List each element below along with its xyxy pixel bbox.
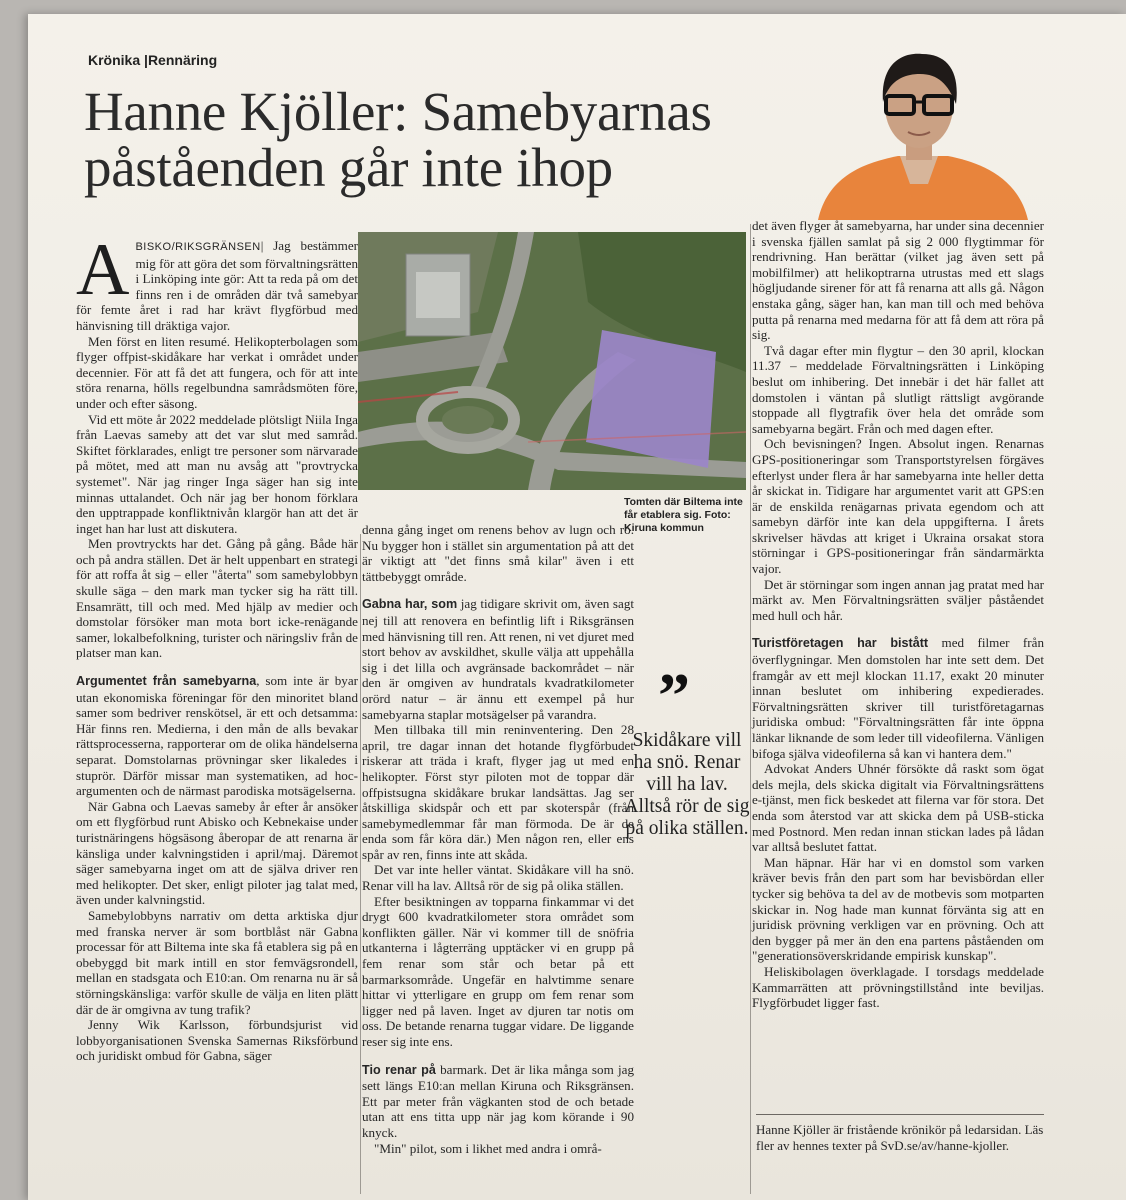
paragraph: Men först en liten resumé. Helikopterbolagen som flyger offpist-skidåkare har verkat i området under decennier. För att få det att fungera, och för att inte störa renarna, hölls regelbundna samrådsmöten före, under och efter säsong. <box>76 333 358 411</box>
section-lead: Tio renar på <box>362 1062 436 1077</box>
section-text: , som inte är byar utan ekonomiska föreningar för den minoritet bland samer som bedriver renskötsel, är ett och detsamma: Här finns ren. Medierna, i den mån de alls bevakar rättsprocesserna, rapporterar om de olika händelserna separat. Domstolarnas prövningar sker likaledes i stuprör. Därför missar man systematiken, ad hoc-argumenten och de närmast parodiska motsägelserna. <box>76 673 358 799</box>
section-text: jag tidigare skrivit om, även sagt nej till att renovera en befintlig lift i Riksgränsen med hänvisning till ren. Att renen, ni vet djuret med stort behov av avskildhet, skulle välja att uppehålla sig i det lilla och avgränsade backområdet – när den är omgiven av hundratals kvadratkilometer orörd natur – är ännu ett exempel på hur samebyarna staplar motsägelser på varandra. <box>362 596 635 722</box>
paragraph: Men tillbaka till min reninventering. Den 28 april, tre dagar innan det hotande flygförbudet riskerar att träda i kraft, flyger jag ut med en helikopter. Först styr piloten mot de toppar där offpistsugna skidåkare brukar landsättas. Jag ser åtskilliga skidspår och ett par skoterspår (från samebymedlemmar får man förmoda. De är de enda som får köra där.) Men någon ren, eller ens spår av ren, finns inte att skåda. <box>362 722 634 862</box>
paragraph: Man häpnar. Här har vi en domstol som varken kräver bevis från den part som har bevisbördan eller tycker sig behöva ta del av de motbevis som motparten skickar in. Nog hade man kunnat förvänta sig att en juridisk prövning verkligen var en prövning. Och att den bygger på mer än den ena partens påståenden om "generationsöverskridande empirisk kunskap". <box>752 854 1044 964</box>
pull-quote: Skidåkare vill ha snö. Renar vill ha lav. Alltså rör de sig på olika ställen. <box>624 730 750 839</box>
headline-line-1: Hanne Kjöller: Samebyarnas <box>84 81 712 142</box>
dateline: BISKO/RIKSGRÄNSEN <box>135 241 261 253</box>
paragraph: Advokat Anders Uhnér försökte då raskt som ögat dels mejla, dels skicka digitalt via Förvaltningsrättens e-tjänst, men fick beskedet att filerna var för stora. Det enda som återstod var att skicka dem på USB-sticka med Postnord. Men redan innan stickan lades på lådan var alltså beslutet fattat. <box>752 761 1044 855</box>
paragraph: När Gabna och Laevas sameby år efter år ansöker om ett flygförbud runt Abisko och Kebnekaise under turistnäringens högsäsong åberopar de att renarna är känsliga under kalvningstiden i april/maj. Däremot säger samebyarna inget om att de själva driver ren med helikopter. Det sker, enligt piloter jag talat med, även under kalvningstid. <box>76 798 358 908</box>
column-rule <box>750 224 751 1194</box>
bio-divider <box>756 1114 1044 1115</box>
paragraph: Det är störningar som ingen annan jag pratat med har märkt av. Men Förvaltningsrätten sväljer påståendet med hull och hår. <box>752 576 1044 623</box>
section-paragraph <box>752 635 1044 761</box>
section-paragraph <box>76 673 358 799</box>
section-lead: Turistföretagen har bistått <box>752 636 929 651</box>
paragraph: Två dagar efter min flygtur – den 30 april, klockan 11.37 – meddelade Förvaltningsrätten i Linköping beslut om inhibering. Det innebär i det här fallet att domstolen i väntan på slutligt rättsligt avgörande stoppade all flygtrafik över hela det område som samebyarna begärt. Från och med dagen efter. <box>752 342 1044 436</box>
paragraph: "Min" pilot, som i likhet med andra i områ- <box>374 1140 602 1156</box>
headline-line-2: påståenden går inte ihop <box>84 137 613 199</box>
section-lead: Gabna har, som <box>362 597 458 612</box>
aerial-photo <box>358 232 746 490</box>
intro-text: | Jag bestämmer mig för att göra det som förvaltningsrätten i Linköping inte gör: Att ta reda på om det finns ren i de områden där två samebyar för femte året i rad har krävt flygförbud med hänvisning till dräktiga vajor. <box>76 238 358 333</box>
section-text: med filmer från överflygningar. Men domstolen har inte sett dem. Det framgår av ett mejl klockan 11.17, exakt 20 minuter innan beslutet om inhibering expedierades. Förvaltningsrätten skriver till turistföretagarnas juridiska ombud: "Förvaltningsrätten får inte öppna länkar liknande de som leder till videofilerna. Vänligen bifoga själva videofilerna så kan vi hantera dem." <box>752 635 1044 761</box>
paragraph: Samebylobbyns narrativ om detta arktiska djur med franska nerver är som bortblåst när Gabna processar för att Biltema inte ska få etablera sig på en obebyggd bit mark intill en stor femvägsrondell, mellan en stadsgata och E10:an. Om renarna nu är så störningskänsliga: varför skulle de välja en liten plätt där de är omgivna av tung trafik? <box>76 907 358 1017</box>
topic-label: Rennäring <box>147 52 218 68</box>
headline <box>84 81 804 199</box>
paragraph: Men provtryckts har det. Gång på gång. Både här och på andra ställen. Det är helt uppenbart en strategi för att roffa åt sig – eller "återta" som samebylobbyn skulle säga – den mark man tycker sig ha rätt till. Ensamrätt, till och med. Med hjälp av medier och domstolar försöker man mota bort icke-renägande samer, lokalbefolkning, turister och näringsliv från de platser man kan. <box>76 536 358 661</box>
article-column-2 <box>362 522 634 1192</box>
paragraph: Det var inte heller väntat. Skidåkare vill ha snö. Renar vill ha lav. Alltså rör de sig på olika ställen. <box>362 862 634 894</box>
kicker-separator: | <box>144 52 148 68</box>
newspaper-page <box>28 14 1126 1200</box>
drop-cap: A <box>76 229 130 311</box>
paragraph: Vid ett möte år 2022 meddelade plötsligt Niila Inga från Laevas sameby att det var slut med samråd. Skiftet förklarades, enligt tre personer som närvarade på mötet, med att man nu avsåg att "provtrycka systemet". När jag ringer Inga säger han sig inte minnas uttalandet. Och när jag ber honom förklara den upptrappade konfliktnivån klargör han att det är inget han har lust att diskutera. <box>76 411 358 536</box>
paragraph: denna gång inget om renens behov av lugn och ro. Nu bygger hon i stället sin argumentation på att det är viktigt att "det finns små kilar" även i ett tättbebyggt område. <box>362 522 634 584</box>
author-portrait <box>788 44 1048 220</box>
section-kicker <box>88 52 217 68</box>
article-column-3 <box>752 218 1044 1198</box>
section-paragraph <box>362 1062 634 1141</box>
section-lead: Argumentet från samebyarna <box>76 674 257 689</box>
section-label: Krönika <box>88 52 141 68</box>
paragraph: det även flyger åt samebyarna, har under sina decennier i svenska fjällen samlat på sig 2 000 flygtimmar för rendrivning. Han berättar (vilket jag även sett på mobilfilmer) att helikoptrarna utrustas med ett slags högljudande sirener för att få renarna att alls gå. Någon enstaka gång, säger han, kan man till och med behöva putta på renarna med medarna för att få dem att röra på sig. <box>752 218 1044 343</box>
paragraph: Och bevisningen? Ingen. Absolut ingen. Renarnas GPS-positioneringar som Transportstyrelsen förgäves efterlyst under flera år har samebyarna inte heller detta år skickat in. Tidigare har argumentet varit att GPS:en är de enskilda renägarnas privata egendom och att samebyn därför inte kan dela uppgifterna. I årets skrivelser hävdas att kriget i Ukraina orsakat stora störningar i GPS-positioneringar från sändarmärkta vajor. <box>752 436 1044 577</box>
intro-paragraph <box>76 229 358 334</box>
section-text: barmark. Det är lika många som jag sett längs E10:an mellan Kiruna och Riksgränsen. Ett par meter från vägkanten stod de och betade utan att ens titta upp när jag kom körande i 90 knyck. <box>362 1061 635 1140</box>
paragraph: Jenny Wik Karlsson, förbundsjurist vid lobbyorganisationen Svenska Samernas Riksförbund och juridiskt ombud för Gabna, säger <box>76 1017 358 1064</box>
section-paragraph <box>362 596 634 722</box>
column-rule <box>360 534 361 1194</box>
author-bio: Hanne Kjöller är fristående krönikör på ledarsidan. Läs fler av hennes texter på SvD.se/av/hanne-kjoller. <box>756 1122 1044 1153</box>
article-column-1 <box>76 229 358 1198</box>
paragraph: Heliskibolagen överklagade. I torsdags meddelade Kammarrätten att prövningstillstånd inte beviljas. Flygförbudet ligger fast. <box>752 963 1044 1011</box>
paragraph: Efter besiktningen av topparna finkammar vi det drygt 600 kvadratkilometer stora området som konflikten gäller. När vi kommer till de snöfria utkanterna i lågterräng upptäcker vi en grupp på fem renar som står och betar på ett barmarksområde. Ungefär en halvtimme senare hittar vi ytterligare en grupp om fem renar som ligger ned på laven. Inget av djuren tar notis om oss. De betande renarna tuggar vidare. De liggande reser sig inte ens. <box>362 893 634 1049</box>
photo-caption: Tomten där Biltema inte får etablera sig. Foto: Kiruna kommun <box>624 496 743 534</box>
quote-mark-icon: ” <box>658 660 690 731</box>
